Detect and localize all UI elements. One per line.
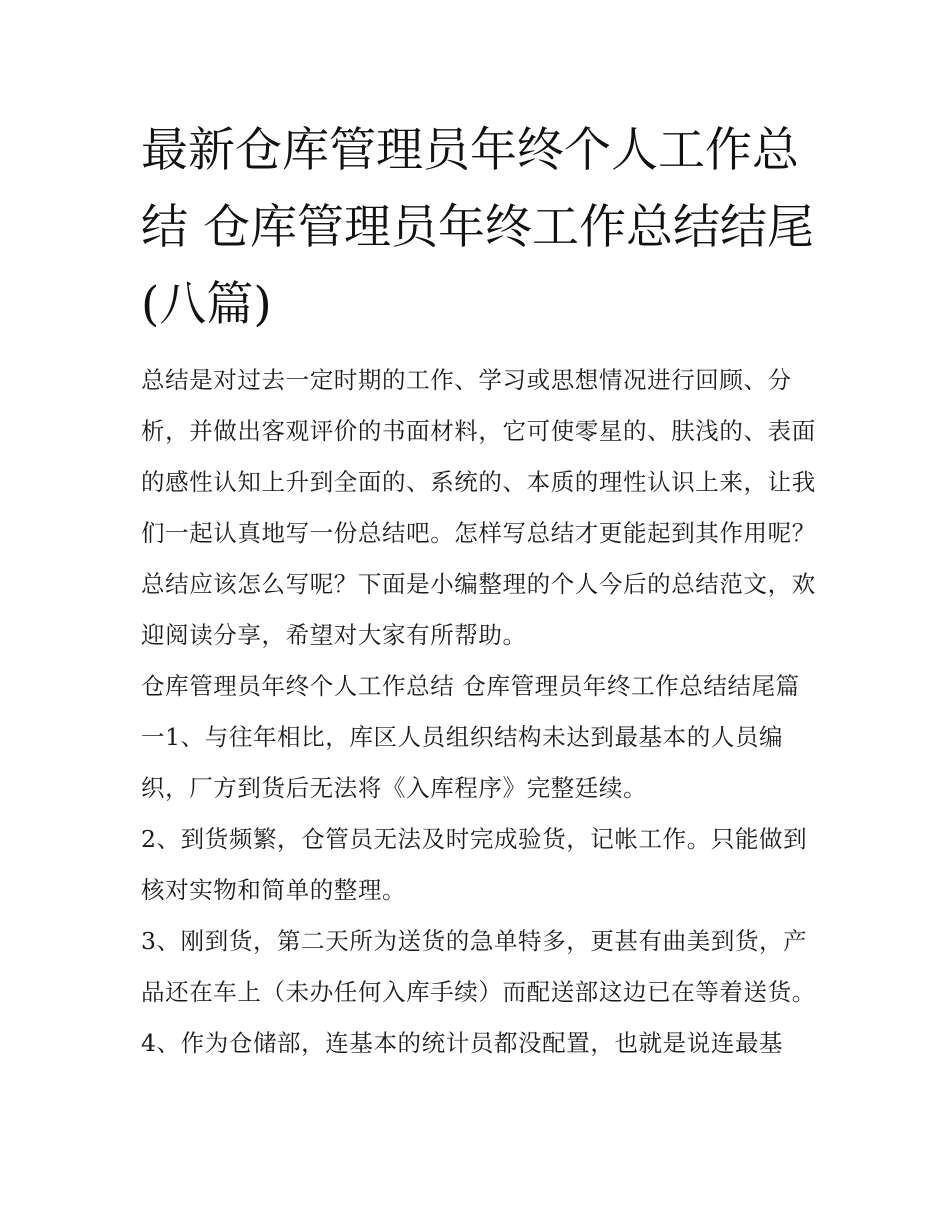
intro-paragraph: 总结是对过去一定时期的工作、学习或思想情况进行回顾、分析，并做出客观评价的书面材料，它可使零星的、肤浅的、表面的感性认知上升到全面的、系统的、本质的理性认识上来，让我们一起认真地写一份总结吧。怎样写总结才更能起到其作用呢？总结应该怎么写呢？下面是小编整理的个人今后的总结范文，欢迎阅读分享，希望对大家有所帮助。 [141, 366, 816, 649]
document-title: 最新仓库管理员年终个人工作总结 仓库管理员年终工作总结结尾(八篇) [141, 123, 814, 332]
list-item-3: 3、刚到货，第二天所为送货的急单特多，更甚有曲美到货，产品还在车上（未办任何入库手续）而配送部这边已在等着送货。 [141, 927, 816, 1006]
document-page [141, 112, 821, 1069]
list-item-2: 2、到货频繁，仓管员无法及时完成验货，记帐工作。只能做到核对实物和简单的整理。 [141, 825, 808, 904]
section-heading-paragraph: 仓库管理员年终个人工作总结 仓库管理员年终工作总结结尾篇一1、与往年相比，库区人员组织结构未达到最基本的人员编织，厂方到货后无法将《入库程序》完整廷续。 [141, 672, 800, 802]
document-body [141, 355, 821, 1069]
list-item-4: 4、作为仓储部，连基本的统计员都没配置，也就是说连最基 [141, 1029, 784, 1057]
